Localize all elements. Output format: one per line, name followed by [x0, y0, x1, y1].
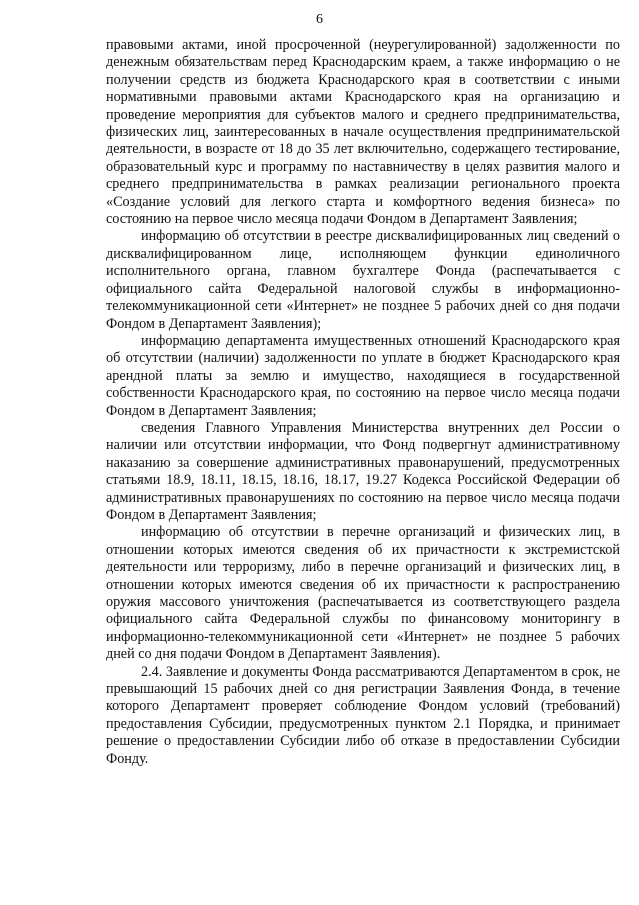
page-number: 6: [316, 12, 323, 27]
paragraph-property-relations: информацию департамента имущественных отношений Краснодарского края об отсутствии (наличии) задолженности по уплате в бюджет Краснодарского края арендной платы за землю и имущество, находящиеся в государственной собственности Краснодарского края, по состоянию на первое число месяца подачи Фондом в Департамент Заявления;: [106, 332, 620, 419]
paragraph-disqualified-persons: информацию об отсутствии в реестре дисквалифицированных лиц сведений о дисквалифицированном лице, исполняющем функции единоличного исполнительного органа, главном бухгалтере Фонда (распечатывается с официального сайта Федеральной налоговой службы в информационно-телекоммуникационной сети «Интернет» не позднее 5 рабочих дней со дня подачи Фондом в Департамент Заявления);: [106, 228, 620, 332]
paragraph-section-2-4: 2.4. Заявление и документы Фонда рассматриваются Департаментом в срок, не превышающий 15 рабочих дней со дня регистрации Заявления Фонда, в течение которого Департамент проверяет соблюдение Фондом условий (требований) предоставления Субсидии, предусмотренных пунктом 2.1 Порядка, и принимает решение о предоставлении Субсидии либо об отказе в предоставлении Субсидии Фонду.: [106, 663, 620, 767]
paragraph-continuation: правовыми актами, иной просроченной (неурегулированной) задолженности по денежным обязательствам перед Краснодарским краем, а также информацию о не получении средств из бюджета Краснодарского края в соответствии с иными нормативными правовыми актами Краснодарского края на организацию и проведение мероприятия для субъектов малого и среднего предпринимательства, физических лиц, заинтересованных в начале осуществления предпринимательской деятельности, в возрасте от 18 до 35 лет включительно, содержащего тестирование, образовательный курс и программу по наставничеству в целях развития малого и среднего предпринимательства в рамках реализации регионального проекта «Создание условий для легкого старта и комфортного ведения бизнеса» по состоянию на первое число месяца подачи Фондом в Департамент Заявления;: [106, 37, 620, 228]
paragraph-extremism-list: информацию об отсутствии в перечне организаций и физических лиц, в отношении которых имеются сведения об их причастности к экстремистской деятельности или терроризму, либо в перечне организаций и физических лиц, в отношении которых имеются сведения об их причастности к распространению оружия массового уничтожения (распечатывается из соответствующего раздела официального сайта Федеральной службы по финансовому мониторингу в информационно-телекоммуникационной сети «Интернет» не позднее 5 рабочих дней со дня подачи Фондом в Департамент Заявления).: [106, 524, 620, 663]
paragraph-interior-ministry: сведения Главного Управления Министерства внутренних дел России о наличии или отсутствии информации, что Фонд подвергнут административному наказанию за совершение административных правонарушений, предусмотренных статьями 18.9, 18.11, 18.15, 18.16, 18.17, 19.27 Кодекса Российской Федерации об административных правонарушениях по состоянию на первое число месяца подачи Фондом в Департамент Заявления;: [106, 419, 620, 523]
document-body: [106, 37, 620, 768]
